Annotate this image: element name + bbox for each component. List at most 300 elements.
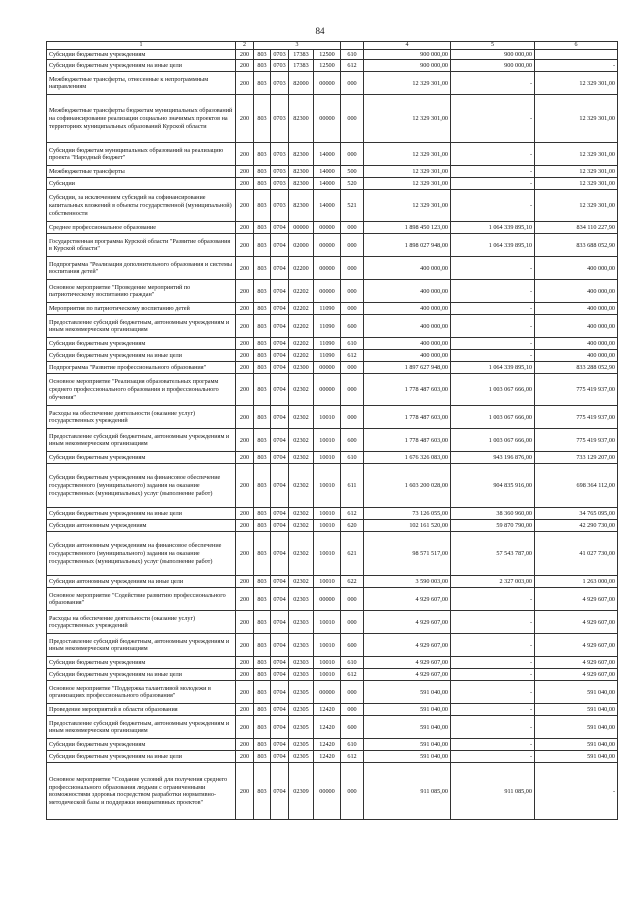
code-cell: 612 [341, 60, 364, 72]
code-cell: 200 [236, 350, 254, 362]
code-cell: 11090 [314, 303, 341, 315]
code-cell: 200 [236, 739, 254, 751]
code-cell: 803 [254, 178, 271, 190]
code-cell: 82300 [289, 190, 314, 222]
amount-cell: 400 000,00 [535, 257, 618, 280]
amount-cell: 12 329 301,00 [535, 143, 618, 166]
amount-cell: 775 419 937,00 [535, 406, 618, 429]
amount-cell: - [535, 60, 618, 72]
amount-cell: 591 040,00 [364, 751, 451, 763]
code-cell: 803 [254, 532, 271, 576]
code-cell: 82300 [289, 178, 314, 190]
table-row [47, 406, 618, 429]
code-cell: 200 [236, 280, 254, 303]
code-cell: 02200 [289, 257, 314, 280]
amount-cell: 34 765 095,00 [535, 508, 618, 520]
code-cell: 82300 [289, 95, 314, 143]
code-cell: 10010 [314, 429, 341, 452]
amount-cell: 57 543 787,00 [451, 532, 535, 576]
code-cell: 10010 [314, 520, 341, 532]
code-cell: 200 [236, 362, 254, 374]
code-cell: 10010 [314, 464, 341, 508]
amount-cell: 41 027 730,00 [535, 532, 618, 576]
code-cell: 82000 [289, 72, 314, 95]
amount-cell: 1 064 339 895,10 [451, 234, 535, 257]
code-cell: 02303 [289, 634, 314, 657]
code-cell: 00000 [314, 257, 341, 280]
item-name: Субсидии [47, 178, 236, 190]
amount-cell: 98 571 517,00 [364, 532, 451, 576]
item-name: Расходы на обеспечение деятельности (оказание услуг) государственных учреждений [47, 406, 236, 429]
code-cell: 02303 [289, 611, 314, 634]
code-cell: 00000 [289, 222, 314, 234]
code-cell: 000 [341, 143, 364, 166]
amount-cell: - [451, 178, 535, 190]
code-cell: 000 [341, 222, 364, 234]
code-cell: 10010 [314, 634, 341, 657]
amount-cell: 400 000,00 [364, 303, 451, 315]
amount-cell: 400 000,00 [535, 315, 618, 338]
header-row [47, 42, 618, 50]
item-name: Субсидии бюджетным учреждениям [47, 657, 236, 669]
item-name: Субсидии бюджетным учреждениям [47, 739, 236, 751]
code-cell: 200 [236, 634, 254, 657]
code-cell: 803 [254, 234, 271, 257]
amount-cell: 12 329 301,00 [364, 190, 451, 222]
code-cell: 200 [236, 257, 254, 280]
code-cell: 02303 [289, 588, 314, 611]
code-cell: 02303 [289, 657, 314, 669]
amount-cell: 4 929 607,00 [535, 588, 618, 611]
code-cell: 00000 [314, 72, 341, 95]
amount-cell: 102 161 520,00 [364, 520, 451, 532]
code-cell: 521 [341, 190, 364, 222]
table-row [47, 429, 618, 452]
code-cell: 520 [341, 178, 364, 190]
code-cell: 12420 [314, 704, 341, 716]
code-cell: 02302 [289, 464, 314, 508]
code-cell: 10010 [314, 657, 341, 669]
code-cell: 0704 [271, 429, 289, 452]
code-cell: 0704 [271, 350, 289, 362]
code-cell: 0704 [271, 362, 289, 374]
code-cell: 0704 [271, 520, 289, 532]
code-cell: 803 [254, 350, 271, 362]
code-cell: 803 [254, 681, 271, 704]
amount-cell: - [451, 669, 535, 681]
code-cell: 610 [341, 452, 364, 464]
code-cell: 200 [236, 751, 254, 763]
header-cell: 6 [535, 42, 618, 50]
code-cell: 803 [254, 634, 271, 657]
item-name: Субсидии, за исключением субсидий на софинансирование капитальных вложений в объекты государственной (муниципальной) собственности [47, 190, 236, 222]
code-cell: 10010 [314, 611, 341, 634]
item-name: Субсидии бюджетным учреждениям [47, 50, 236, 60]
amount-cell: 400 000,00 [535, 303, 618, 315]
header-cell: 3 [254, 42, 341, 50]
code-cell: 10010 [314, 576, 341, 588]
amount-cell: 400 000,00 [364, 315, 451, 338]
code-cell: 12420 [314, 751, 341, 763]
amount-cell: 1 603 200 028,00 [364, 464, 451, 508]
code-cell: 803 [254, 464, 271, 508]
amount-cell: 1 003 067 666,00 [451, 429, 535, 452]
code-cell: 02000 [289, 234, 314, 257]
amount-cell: 1 003 067 666,00 [451, 406, 535, 429]
code-cell: 12500 [314, 50, 341, 60]
table-row [47, 464, 618, 508]
amount-cell: - [451, 350, 535, 362]
amount-cell: 900 000,00 [451, 50, 535, 60]
code-cell: 10010 [314, 452, 341, 464]
table-row [47, 508, 618, 520]
code-cell: 803 [254, 374, 271, 406]
code-cell: 11090 [314, 315, 341, 338]
code-cell: 0704 [271, 234, 289, 257]
code-cell: 000 [341, 280, 364, 303]
amount-cell: - [451, 315, 535, 338]
code-cell: 200 [236, 95, 254, 143]
code-cell: 02302 [289, 452, 314, 464]
code-cell: 0704 [271, 634, 289, 657]
table-row [47, 611, 618, 634]
amount-cell: - [451, 166, 535, 178]
table-row [47, 143, 618, 166]
code-cell: 200 [236, 166, 254, 178]
amount-cell: 400 000,00 [364, 350, 451, 362]
code-cell: 200 [236, 234, 254, 257]
amount-cell: - [451, 716, 535, 739]
amount-cell: 1 898 450 123,00 [364, 222, 451, 234]
amount-cell: 1 778 487 603,00 [364, 406, 451, 429]
amount-cell: 833 688 052,90 [535, 234, 618, 257]
amount-cell: 591 040,00 [364, 704, 451, 716]
amount-cell: - [451, 611, 535, 634]
amount-cell: 400 000,00 [364, 280, 451, 303]
code-cell: 200 [236, 763, 254, 820]
code-cell: 14000 [314, 178, 341, 190]
code-cell: 14000 [314, 190, 341, 222]
amount-cell: 900 000,00 [364, 60, 451, 72]
code-cell: 0704 [271, 657, 289, 669]
code-cell: 200 [236, 657, 254, 669]
code-cell: 803 [254, 303, 271, 315]
code-cell: 0703 [271, 72, 289, 95]
amount-cell: 2 327 003,00 [451, 576, 535, 588]
amount-cell: 400 000,00 [364, 338, 451, 350]
code-cell: 803 [254, 657, 271, 669]
code-cell: 000 [341, 681, 364, 704]
code-cell: 200 [236, 50, 254, 60]
amount-cell: - [451, 634, 535, 657]
code-cell: 0703 [271, 95, 289, 143]
amount-cell: 4 929 607,00 [364, 669, 451, 681]
code-cell: 17383 [289, 60, 314, 72]
code-cell: 600 [341, 429, 364, 452]
code-cell: 0704 [271, 508, 289, 520]
code-cell: 00000 [314, 280, 341, 303]
amount-cell: 4 929 607,00 [364, 611, 451, 634]
code-cell: 200 [236, 222, 254, 234]
amount-cell: 12 329 301,00 [364, 72, 451, 95]
amount-cell: 591 040,00 [364, 681, 451, 704]
amount-cell: - [451, 257, 535, 280]
code-cell: 02202 [289, 315, 314, 338]
amount-cell: 12 329 301,00 [364, 95, 451, 143]
code-cell: 11090 [314, 338, 341, 350]
table-row [47, 520, 618, 532]
amount-cell: - [451, 751, 535, 763]
code-cell: 600 [341, 634, 364, 657]
amount-cell: 900 000,00 [451, 60, 535, 72]
amount-cell: 1 778 487 603,00 [364, 374, 451, 406]
amount-cell: 12 329 301,00 [364, 178, 451, 190]
code-cell: 0704 [271, 222, 289, 234]
code-cell: 803 [254, 280, 271, 303]
code-cell: 0703 [271, 190, 289, 222]
code-cell: 200 [236, 406, 254, 429]
code-cell: 0703 [271, 60, 289, 72]
code-cell: 02305 [289, 751, 314, 763]
item-name: Субсидии бюджетным учреждениям на иные цели [47, 350, 236, 362]
code-cell: 82300 [289, 143, 314, 166]
amount-cell: 591 040,00 [535, 739, 618, 751]
item-name: Проведение мероприятий в области образования [47, 704, 236, 716]
code-cell: 00000 [314, 681, 341, 704]
item-name: Межбюджетные трансферты, отнесенные к непрограммным направлениям [47, 72, 236, 95]
amount-cell: 12 329 301,00 [535, 72, 618, 95]
code-cell: 02305 [289, 704, 314, 716]
amount-cell: 38 360 960,00 [451, 508, 535, 520]
code-cell: 803 [254, 166, 271, 178]
code-cell: 200 [236, 429, 254, 452]
amount-cell: - [451, 190, 535, 222]
code-cell: 611 [341, 464, 364, 508]
code-cell: 0704 [271, 374, 289, 406]
item-name: Субсидии автономным учреждениям на иные цели [47, 576, 236, 588]
item-name: Предоставление субсидий бюджетным, автономным учреждениям и иным некоммерческим организациям [47, 716, 236, 739]
amount-cell: 4 929 607,00 [535, 634, 618, 657]
code-cell: 02302 [289, 374, 314, 406]
amount-cell: 400 000,00 [535, 280, 618, 303]
amount-cell: 1 064 339 895,10 [451, 362, 535, 374]
amount-cell: - [451, 739, 535, 751]
item-name: Основное мероприятие "Проведение мероприятий по патриотическому воспитанию граждан" [47, 280, 236, 303]
code-cell: 0704 [271, 751, 289, 763]
code-cell: 00000 [314, 588, 341, 611]
code-cell: 600 [341, 315, 364, 338]
code-cell: 200 [236, 452, 254, 464]
code-cell: 00000 [314, 374, 341, 406]
code-cell: 610 [341, 338, 364, 350]
code-cell: 00000 [314, 362, 341, 374]
code-cell: 0704 [271, 338, 289, 350]
amount-cell: - [451, 303, 535, 315]
item-name: Межбюджетные трансферты [47, 166, 236, 178]
table-row [47, 338, 618, 350]
item-name: Субсидии бюджетным учреждениям на иные цели [47, 60, 236, 72]
table-row [47, 257, 618, 280]
amount-cell: 833 288 052,90 [535, 362, 618, 374]
item-name: Субсидии бюджетным учреждениям на иные цели [47, 669, 236, 681]
amount-cell: 591 040,00 [535, 681, 618, 704]
table-row [47, 350, 618, 362]
code-cell: 0704 [271, 611, 289, 634]
amount-cell: 12 329 301,00 [364, 166, 451, 178]
code-cell: 02302 [289, 508, 314, 520]
code-cell: 000 [341, 588, 364, 611]
code-cell: 0704 [271, 464, 289, 508]
amount-cell: 3 590 003,00 [364, 576, 451, 588]
code-cell: 82300 [289, 166, 314, 178]
amount-cell: 1 898 027 948,00 [364, 234, 451, 257]
code-cell: 803 [254, 72, 271, 95]
table-body [47, 50, 618, 820]
code-cell: 10010 [314, 508, 341, 520]
header-cell: 2 [236, 42, 254, 50]
code-cell: 610 [341, 50, 364, 60]
code-cell: 000 [341, 234, 364, 257]
amount-cell: - [451, 143, 535, 166]
amount-cell: 904 835 916,00 [451, 464, 535, 508]
code-cell: 621 [341, 532, 364, 576]
code-cell: 14000 [314, 166, 341, 178]
amount-cell: 911 085,00 [364, 763, 451, 820]
code-cell: 200 [236, 72, 254, 95]
code-cell: 200 [236, 338, 254, 350]
amount-cell: 1 676 326 083,00 [364, 452, 451, 464]
code-cell: 02305 [289, 716, 314, 739]
code-cell: 803 [254, 739, 271, 751]
header-cell: 5 [451, 42, 535, 50]
code-cell: 803 [254, 611, 271, 634]
table-row [47, 315, 618, 338]
item-name: Мероприятия по патриотическому воспитанию детей [47, 303, 236, 315]
item-name: Межбюджетные трансферты бюджетам муниципальных образований на софинансирование реализации социально значимых проектов на территориях муниципальных образований Курской области [47, 95, 236, 143]
item-name: Основное мероприятие "Поддержка талантливой молодежи в организациях профессионального образования" [47, 681, 236, 704]
code-cell: 803 [254, 429, 271, 452]
code-cell: 000 [341, 257, 364, 280]
table-row [47, 739, 618, 751]
amount-cell: 12 329 301,00 [535, 190, 618, 222]
amount-cell: 834 110 227,90 [535, 222, 618, 234]
code-cell: 200 [236, 315, 254, 338]
amount-cell: - [451, 95, 535, 143]
item-name: Субсидии автономным учреждениям [47, 520, 236, 532]
code-cell: 000 [341, 303, 364, 315]
code-cell: 12420 [314, 716, 341, 739]
amount-cell: 943 196 876,00 [451, 452, 535, 464]
table-row [47, 588, 618, 611]
code-cell: 02302 [289, 406, 314, 429]
item-name: Предоставление субсидий бюджетным, автономным учреждениям и иным некоммерческим организациям [47, 429, 236, 452]
table-row [47, 303, 618, 315]
amount-cell: - [451, 72, 535, 95]
amount-cell: 1 897 627 948,00 [364, 362, 451, 374]
amount-cell: 1 263 000,00 [535, 576, 618, 588]
amount-cell: - [535, 763, 618, 820]
code-cell: 803 [254, 190, 271, 222]
code-cell: 620 [341, 520, 364, 532]
budget-table [46, 41, 618, 820]
code-cell: 612 [341, 751, 364, 763]
amount-cell: 4 929 607,00 [535, 611, 618, 634]
code-cell: 00000 [314, 95, 341, 143]
item-name: Основное мероприятие "Содействие развитию профессионального образования" [47, 588, 236, 611]
code-cell: 803 [254, 315, 271, 338]
code-cell: 200 [236, 611, 254, 634]
amount-cell: 1 064 339 895,10 [451, 222, 535, 234]
code-cell: 612 [341, 350, 364, 362]
amount-cell: - [451, 280, 535, 303]
amount-cell: 911 085,00 [451, 763, 535, 820]
code-cell: 02302 [289, 532, 314, 576]
code-cell: 000 [341, 763, 364, 820]
code-cell: 200 [236, 669, 254, 681]
code-cell: 0704 [271, 763, 289, 820]
code-cell: 803 [254, 576, 271, 588]
code-cell: 02302 [289, 429, 314, 452]
item-name: Субсидии бюджетам муниципальных образований на реализацию проекта "Народный бюджет" [47, 143, 236, 166]
amount-cell: 400 000,00 [535, 350, 618, 362]
code-cell: 12500 [314, 60, 341, 72]
amount-cell: 591 040,00 [535, 704, 618, 716]
amount-cell: - [451, 588, 535, 611]
code-cell: 803 [254, 704, 271, 716]
code-cell: 803 [254, 588, 271, 611]
table-row [47, 704, 618, 716]
code-cell: 0704 [271, 315, 289, 338]
code-cell: 0704 [271, 452, 289, 464]
code-cell: 200 [236, 374, 254, 406]
code-cell: 000 [341, 95, 364, 143]
amount-cell: 73 126 055,00 [364, 508, 451, 520]
code-cell: 612 [341, 508, 364, 520]
code-cell: 803 [254, 338, 271, 350]
code-cell: 0704 [271, 588, 289, 611]
code-cell: 803 [254, 669, 271, 681]
code-cell: 00000 [314, 234, 341, 257]
code-cell: 200 [236, 532, 254, 576]
amount-cell: 400 000,00 [535, 338, 618, 350]
item-name: Субсидии бюджетным учреждениям на финансовое обеспечение государственного (муниципального) задания на оказание государственных (муниципальных) услуг (выполнение работ) [47, 464, 236, 508]
code-cell: 000 [341, 374, 364, 406]
amount-cell: - [451, 657, 535, 669]
item-name: Субсидии бюджетным учреждениям на иные цели [47, 751, 236, 763]
table-row [47, 222, 618, 234]
code-cell: 622 [341, 576, 364, 588]
code-cell: 0704 [271, 406, 289, 429]
table-row [47, 634, 618, 657]
code-cell: 11090 [314, 350, 341, 362]
amount-cell: 698 364 112,00 [535, 464, 618, 508]
amount-cell: 1 778 487 603,00 [364, 429, 451, 452]
code-cell: 0704 [271, 280, 289, 303]
code-cell: 803 [254, 222, 271, 234]
code-cell: 02305 [289, 739, 314, 751]
item-name: Субсидии автономным учреждениям на финансовое обеспечение государственного (муниципального) задания на оказание государственных (муниципальных) услуг (выполнение работ) [47, 532, 236, 576]
amount-cell: 4 929 607,00 [535, 669, 618, 681]
code-cell: 0704 [271, 257, 289, 280]
code-cell: 10010 [314, 532, 341, 576]
header-cell: 4 [364, 42, 451, 50]
code-cell: 803 [254, 763, 271, 820]
code-cell: 02305 [289, 681, 314, 704]
table-row [47, 452, 618, 464]
amount-cell: - [451, 704, 535, 716]
item-name: Основное мероприятие "Реализация образовательных программ среднего профессионального образования и профессионального обучения" [47, 374, 236, 406]
amount-cell: 12 329 301,00 [535, 178, 618, 190]
